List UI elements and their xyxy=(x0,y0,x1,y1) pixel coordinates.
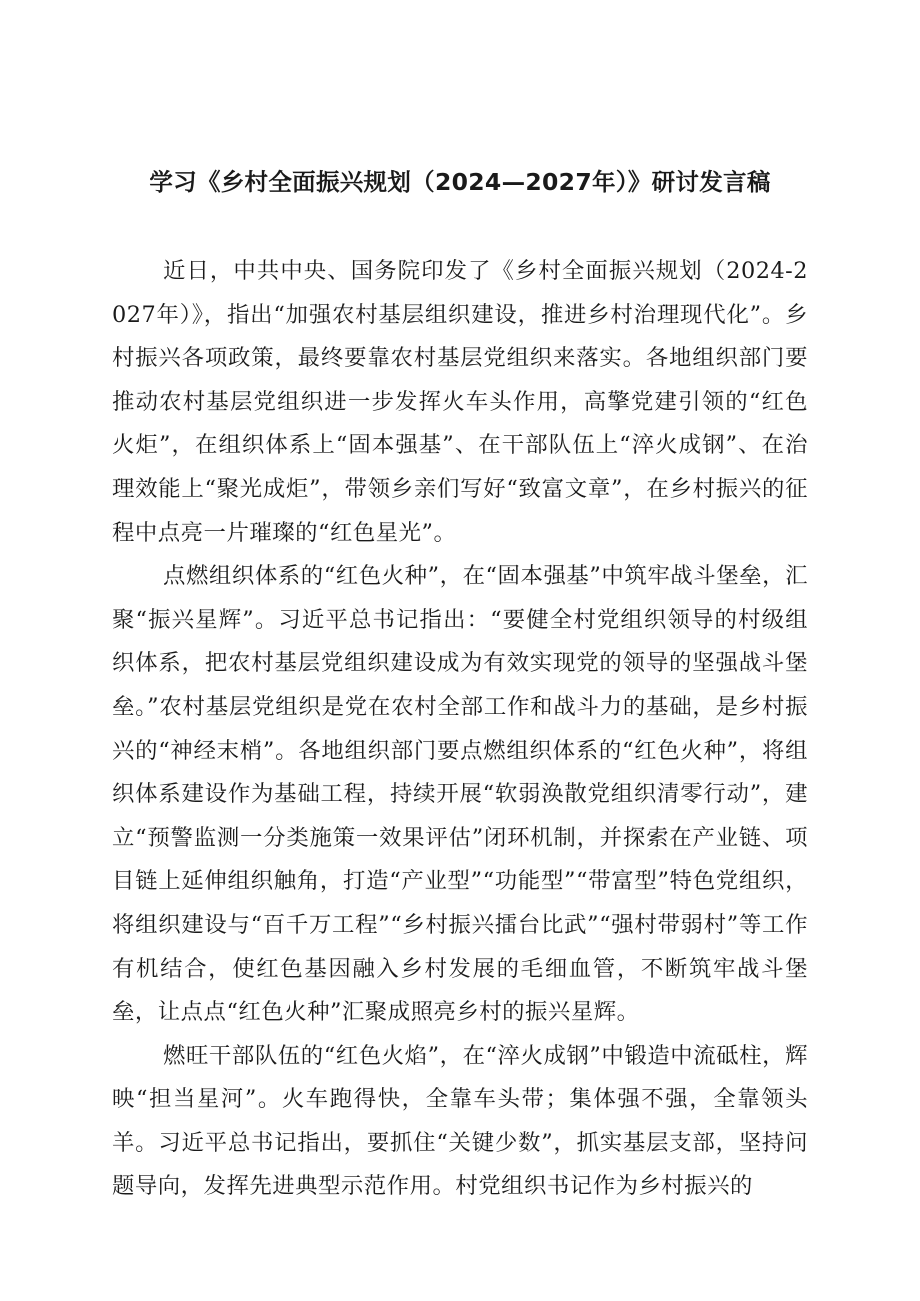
paragraph-2: 点燃组织体系的“红色火种”，在“固本强基”中筑牢战斗堡垒，汇聚“振兴星辉”。习近平总书记指出：“要健全村党组织领导的村级组织体系，把农村基层党组织建设成为有效实现党的领导的坚强战斗堡垒。”农村基层党组织是党在农村全部工作和战斗力的基础，是乡村振兴的“神经末梢”。各地组织部门要点燃组织体系的“红色火种”，将组织体系建设作为基础工程，持续开展“软弱涣散党组织清零行动”，建立“预警监测一分类施策一效果评估”闭环机制，并探索在产业链、项目链上延伸组织触角，打造“产业型”“功能型”“带富型”特色党组织，将组织建设与“百千万工程”“乡村振兴擂台比武”“强村带弱村”等工作有机结合，使红色基因融入乡村发展的毛细血管，不断筑牢战斗堡垒，让点点“红色火种”汇聚成照亮乡村的振兴星辉。 xyxy=(112,563,808,1026)
paragraph-1: 近日，中共中央、国务院印发了《乡村全面振兴规划（2024-2027年）》，指出“加强农村基层组织建设，推进乡村治理现代化”。乡村振兴各项政策，最终要靠农村基层党组织来落实。各地组织部门要推动农村基层党组织进一步发挥火车头作用，高擎党建引领的“红色火炬”，在组织体系上“固本强基”、在干部队伍上“淬火成钢”、在治理效能上“聚光成炬”，带领乡亲们写好“致富文章”，在乡村振兴的征程中点亮一片璀璨的“红色星光”。 xyxy=(112,258,808,546)
document-title: 学习《乡村全面振兴规划（2024—2027年）》研讨发言稿 xyxy=(149,168,771,196)
document-body xyxy=(112,250,808,1209)
paragraph-3: 燃旺干部队伍的“红色火焰”，在“淬火成钢”中锻造中流砥柱，辉映“担当星河”。火车跑得快，全靠车头带；集体强不强，全靠领头羊。习近平总书记指出，要抓住“关键少数”，抓实基层支部，坚持问题导向，发挥先进典型示范作用。村党组织书记作为乡村振兴的 xyxy=(112,1042,808,1200)
